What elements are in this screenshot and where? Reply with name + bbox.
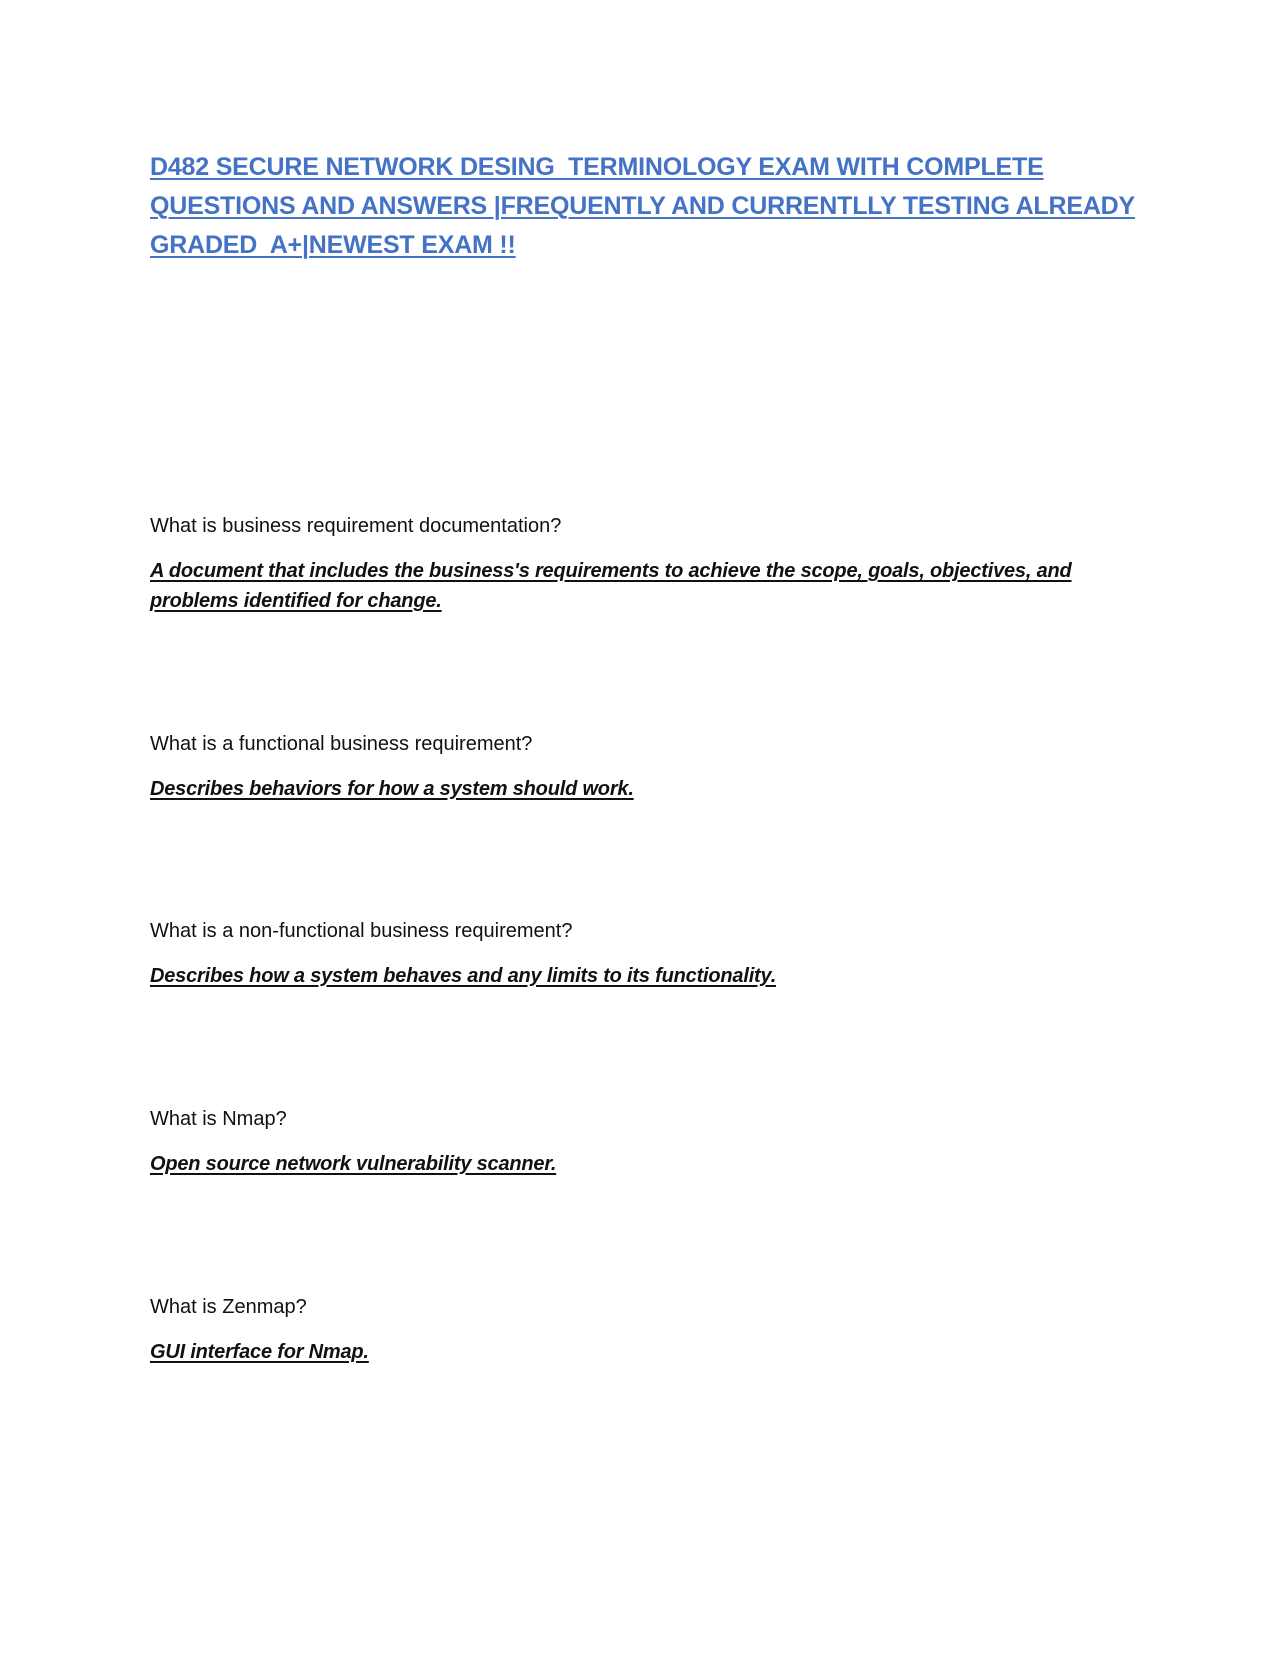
question-text: What is business requirement documentation?	[150, 515, 562, 537]
answer-text: Open source network vulnerability scanner.	[150, 1153, 557, 1175]
title-line-1: D482 SECURE NETWORK DESING TERMINOLOGY EXAM WITH COMPLETE	[150, 153, 1044, 181]
answer-text: GUI interface for Nmap.	[150, 1341, 369, 1363]
document-title-link[interactable]	[150, 148, 1136, 265]
answer-text: Describes how a system behaves and any limits to its functionality.	[150, 965, 777, 987]
question-text: What is a functional business requirement?	[150, 733, 533, 755]
qa-item-business-requirement-documentation	[150, 512, 1130, 616]
qa-item-functional-business-requirement	[150, 730, 1130, 804]
question-text: What is Zenmap?	[150, 1296, 307, 1318]
answer-text: A document that includes the business's requirements to achieve the scope, goals, objectives, and problems identified for change.	[150, 560, 1072, 612]
question-text: What is a non-functional business requirement?	[150, 920, 573, 942]
question-text: What is Nmap?	[150, 1108, 287, 1130]
qa-item-zenmap	[150, 1293, 1130, 1367]
title-line-3: GRADED A+|NEWEST EXAM !!	[150, 231, 516, 259]
answer-text: Describes behaviors for how a system should work.	[150, 778, 634, 800]
qa-item-non-functional-business-requirement	[150, 917, 1130, 991]
qa-item-nmap	[150, 1105, 1130, 1179]
title-line-2: QUESTIONS AND ANSWERS |FREQUENTLY AND CURRENTLLY TESTING ALREADY	[150, 192, 1136, 220]
